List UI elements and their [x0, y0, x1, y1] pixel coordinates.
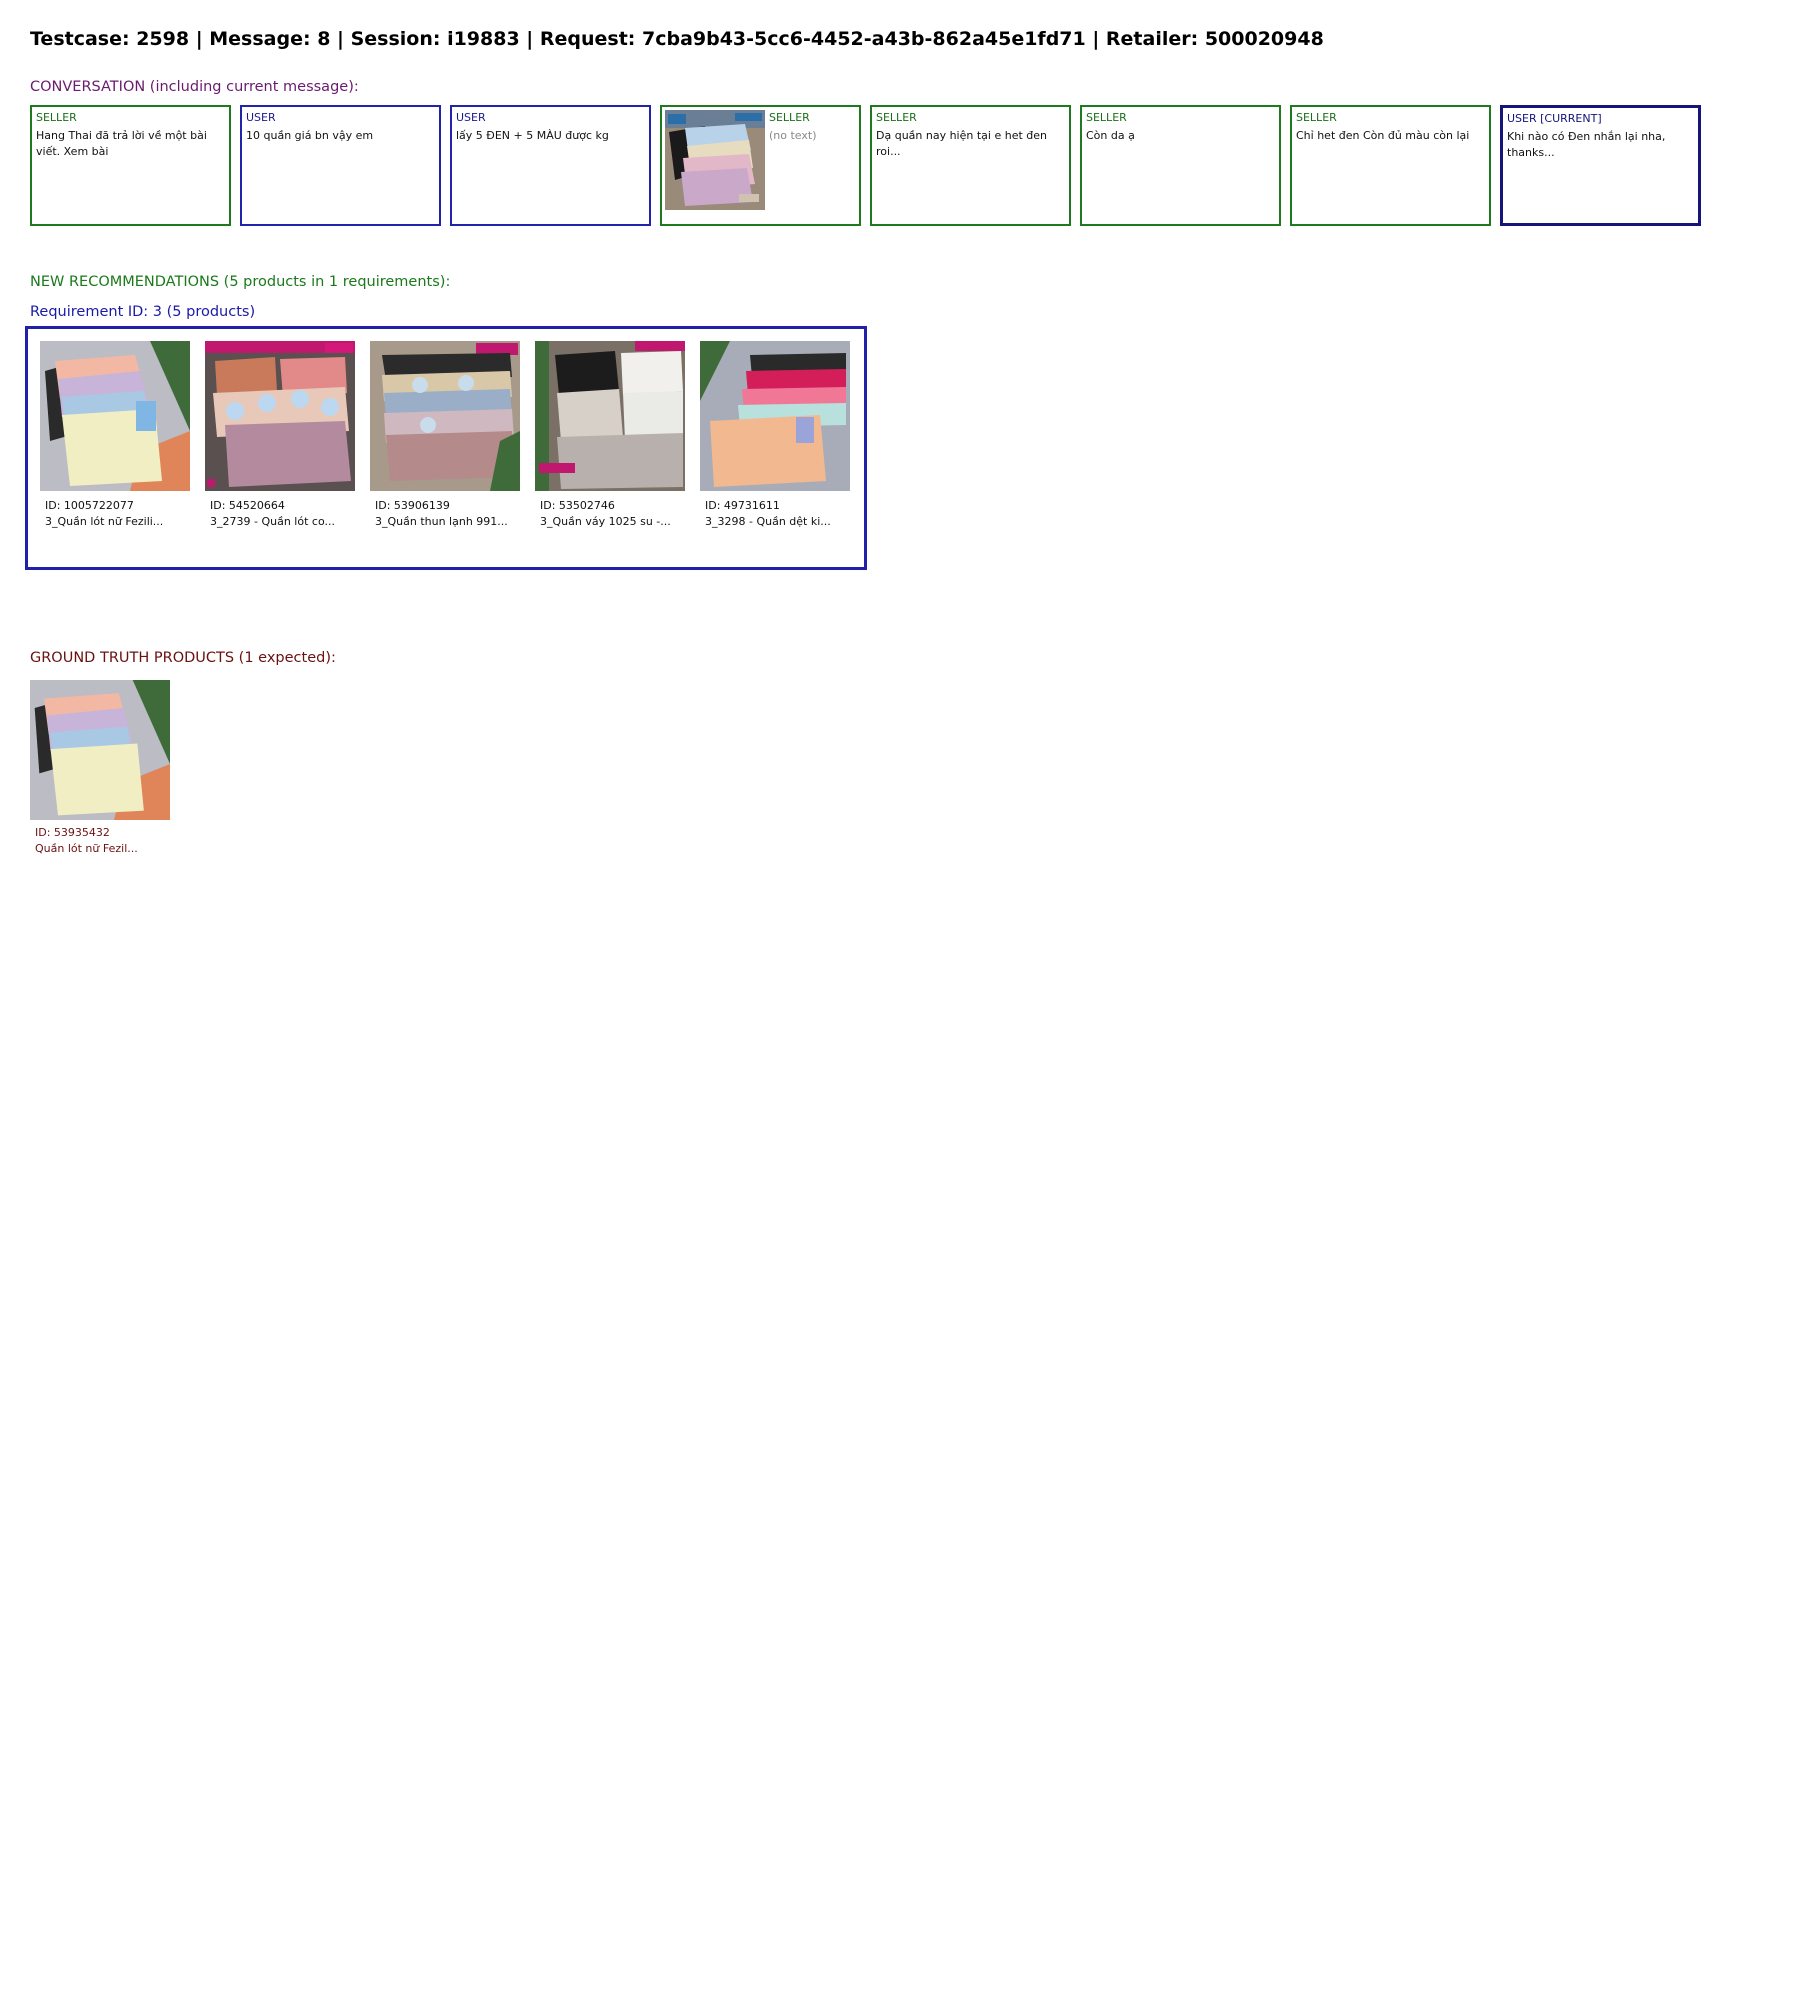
- message-card: [870, 105, 1071, 226]
- product-image[interactable]: [370, 341, 520, 491]
- message-role: SELLER: [1296, 111, 1337, 124]
- product-card[interactable]: [40, 341, 190, 528]
- message-card: [30, 105, 231, 226]
- product-image[interactable]: [205, 341, 355, 491]
- product-id: ID: 53906139: [375, 499, 450, 512]
- product-card[interactable]: [700, 341, 850, 528]
- page-title: Testcase: 2598 | Message: 8 | Session: i19883 | Request: 7cba9b43-5cc6-4452-a43b-862a45e1fd71 | Retailer: 500020948: [30, 28, 1324, 50]
- product-card[interactable]: [535, 341, 685, 528]
- product-image[interactable]: [40, 341, 190, 491]
- product-name: 3_3298 - Quần dệt ki...: [705, 515, 831, 528]
- product-image[interactable]: [700, 341, 850, 491]
- message-text: 10 quần giá bn vậy em: [246, 129, 374, 142]
- product-id: ID: 49731611: [705, 499, 780, 512]
- conversation-label: CONVERSATION (including current message):: [30, 79, 359, 95]
- product-name: 3_Quần thun lạnh 991...: [375, 515, 508, 528]
- message-text: Chỉ het đen Còn đủ màu còn lại: [1296, 129, 1470, 142]
- product-card[interactable]: [205, 341, 355, 528]
- message-role: USER: [246, 111, 276, 124]
- message-role: USER: [456, 111, 486, 124]
- conversation-row: [30, 105, 1710, 226]
- message-role: SELLER: [876, 111, 917, 124]
- message-text: Còn da ạ: [1086, 129, 1135, 142]
- product-id: ID: 54520664: [210, 499, 285, 512]
- message-card: [450, 105, 651, 226]
- product-name: 3_Quần váy 1025 su -...: [540, 515, 671, 528]
- message-card: [660, 105, 861, 226]
- message-role: SELLER: [1086, 111, 1127, 124]
- message-card: [1290, 105, 1491, 226]
- message-role: USER [CURRENT]: [1507, 112, 1602, 125]
- product-image[interactable]: [535, 341, 685, 491]
- requirement-label: Requirement ID: 3 (5 products): [30, 304, 256, 320]
- product-name: Quần lót nữ Fezil...: [35, 842, 138, 855]
- message-text: Dạ quần nay hiện tại e het đen roi...: [876, 129, 1047, 158]
- requirement-box: [25, 326, 867, 570]
- message-product-image[interactable]: [665, 110, 765, 210]
- product-image[interactable]: [30, 680, 170, 820]
- message-role: SELLER: [769, 111, 810, 124]
- ground-truth-product-card[interactable]: [30, 680, 170, 855]
- message-text: Khi nào có Đen nhắn lại nha, thanks...: [1507, 130, 1666, 159]
- recommendations-label: NEW RECOMMENDATIONS (5 products in 1 requirements):: [30, 274, 451, 290]
- message-text: Hang Thai đã trả lời về một bài viết. Xem bài: [36, 129, 207, 158]
- product-name: 3_2739 - Quần lót co...: [210, 515, 335, 528]
- message-role: SELLER: [36, 111, 77, 124]
- product-id: ID: 53935432: [35, 826, 110, 839]
- product-id: ID: 53502746: [540, 499, 615, 512]
- message-text: lấy 5 ĐEN + 5 MÀU được kg: [456, 129, 609, 142]
- message-card-current: [1500, 105, 1701, 226]
- ground-truth-label: GROUND TRUTH PRODUCTS (1 expected):: [30, 650, 336, 666]
- product-name: 3_Quần lót nữ Fezili...: [45, 515, 164, 528]
- message-card: [1080, 105, 1281, 226]
- product-id: ID: 1005722077: [45, 499, 134, 512]
- message-card: [240, 105, 441, 226]
- product-card[interactable]: [370, 341, 520, 528]
- message-text: (no text): [769, 129, 817, 142]
